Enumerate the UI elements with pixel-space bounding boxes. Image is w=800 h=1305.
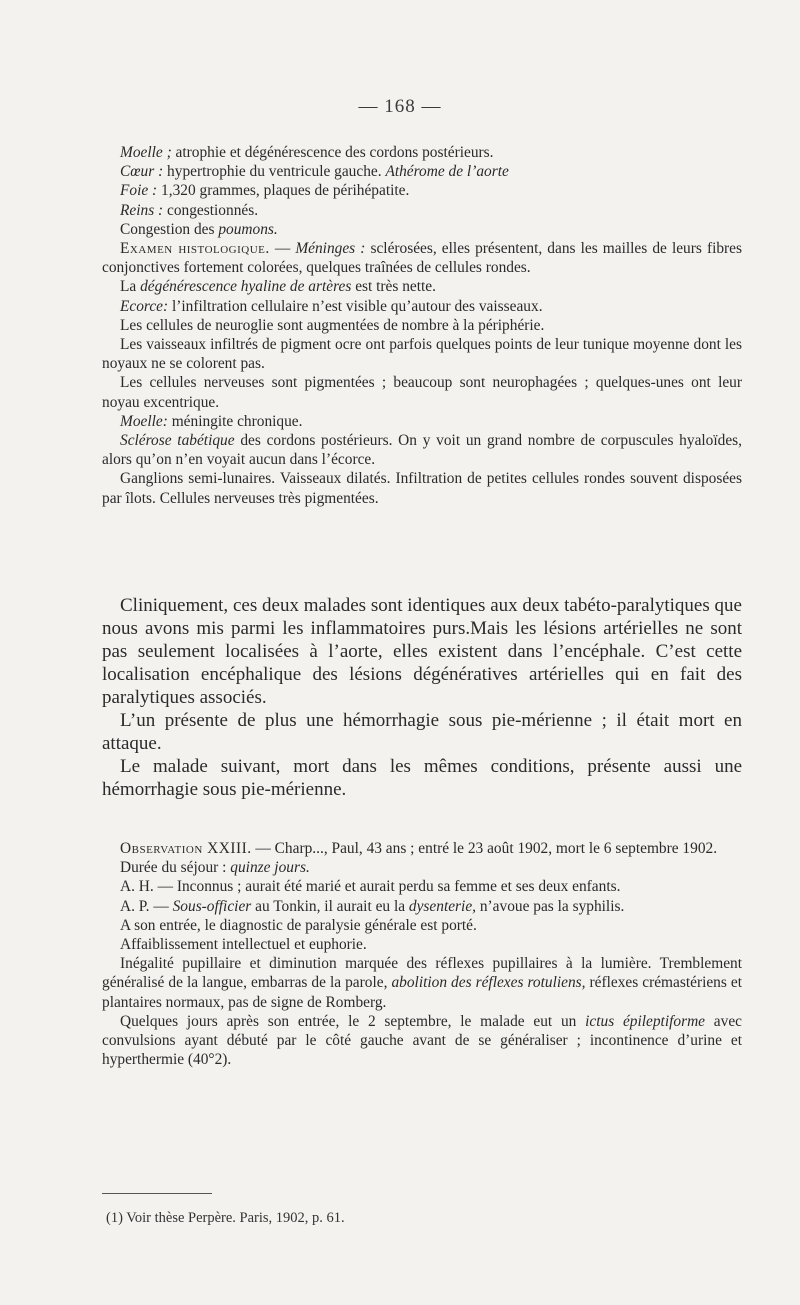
italic-text: quinze jours. (230, 859, 310, 877)
paragraph (102, 297, 742, 316)
paragraph (102, 877, 742, 896)
text-run: Durée du séjour : (120, 859, 231, 877)
footnote: (1) Voir thèse Perpère. Paris, 1902, p. 61. (106, 1210, 345, 1226)
text-run: Les cellules de neuroglie sont augmentées de nombre à la périphérie. (120, 316, 545, 334)
text-run: 1,320 grammes, plaques de périhépatite. (157, 182, 410, 200)
italic-text: Moelle: (120, 412, 168, 430)
paragraph (102, 220, 742, 239)
paragraph (102, 935, 742, 954)
text-run: atrophie et dégénérescence des cordons postérieurs. (171, 144, 494, 161)
text-run: — Charp..., Paul, 43 ans ; entré le 23 août 1902, mort le 6 septembre 1902. (251, 840, 718, 857)
text-run: au Tonkin, il aurait eu la (251, 897, 409, 915)
paragraph (102, 277, 742, 296)
paragraph (102, 755, 742, 801)
italic-text: Ecorce: (120, 297, 169, 315)
text-run: hypertrophie du ventricule gauche. (163, 163, 386, 181)
paragraph (102, 335, 742, 373)
text-run: L’un présente de plus une hémorrhagie sous pie-mérienne ; il était mort en attaque. (102, 710, 742, 754)
paragraph (102, 316, 742, 335)
paragraph (102, 181, 742, 200)
paragraph (102, 839, 742, 858)
observation-xxiii-section (102, 839, 742, 1069)
paragraph (102, 858, 742, 877)
text-run: A son entrée, le diagnostic de paralysie générale est porté. (120, 916, 477, 934)
italic-text: Foie : (120, 182, 158, 200)
text-run: Cliniquement, ces deux malades sont identiques aux deux tabéto-paralytiques que nous avons mis parmi les inflammatoires purs.Mais les lésions artérielles ne sont pas seulement localisées à l’aorte, elles existent dans l’encéphale. C’est cette localisation encéphalique des lésions dégénératives artérielles qui en fait des paralytiques associés. (102, 595, 742, 708)
italic-text: poumons. (218, 220, 278, 238)
paragraph (102, 412, 742, 431)
text-run: est très nette. (351, 278, 436, 296)
text-run: congestionnés. (163, 201, 259, 219)
paragraph (102, 162, 742, 181)
text-run: Le malade suivant, mort dans les mêmes conditions, présente aussi une hémorrhagie sous pie-mérienne. (102, 756, 742, 800)
paragraph (102, 469, 742, 507)
paragraph (102, 594, 742, 709)
text-run: sclérosées, elles présentent, dans les mailles de leurs fibres conjonctives fortement colorées, quelques traînées de cellules rondes. (102, 240, 742, 277)
text-run: avec convulsions ayant débuté par le côté gauche avant de se généraliser ; incontinence d’urine et hyperthermie (40°2). (102, 1012, 742, 1069)
text-run: n’avoue pas la syphilis. (476, 897, 625, 915)
text-run: Quelques jours après son entrée, le 2 septembre, le malade eut un (120, 1012, 586, 1030)
text-run: La (120, 278, 141, 296)
paragraph (102, 201, 742, 220)
page-number: — 168 — (358, 96, 442, 117)
text-run: Les vaisseaux infiltrés de pigment ocre ont parfois quelques points de leur tunique moyenne dont les noyaux ne se colorent pas. (102, 336, 742, 373)
italic-text: Méninges : (295, 240, 366, 258)
paragraph (102, 709, 742, 755)
text-run: l’infiltration cellulaire n’est visible qu’autour des vaisseaux. (168, 297, 543, 315)
paragraph (102, 916, 742, 935)
italic-text: dysenterie, (408, 897, 476, 915)
italic-text: dégénérescence hyaline de artères (140, 278, 352, 296)
text-run: A. H. — Inconnus ; aurait été marié et aurait perdu sa femme et ses deux enfants. (120, 878, 621, 896)
text-run: Congestion des (120, 220, 219, 238)
small-caps-heading: Observation XXIII. (120, 840, 252, 857)
autopsy-findings-section (102, 143, 742, 508)
text-run: méningite chronique. (167, 412, 303, 430)
small-caps-heading: Examen histologique. (120, 240, 270, 258)
text-run: des cordons postérieurs. On y voit un grand nombre de corpuscules hyaloïdes, alors qu’on n’en voyait aucun dans l’écorce. (102, 432, 743, 469)
paragraph (102, 954, 742, 1012)
italic-text: Moelle ; (120, 144, 172, 161)
clinical-commentary-section (102, 594, 742, 801)
italic-text: Reins : (120, 201, 164, 219)
italic-text: Cœur : (120, 163, 164, 181)
paragraph (102, 1012, 742, 1070)
text-run: Inégalité pupillaire et diminution marquée des réflexes pupillaires à la lumière. Tremblement généralisé de la langue, embarras de la parole, (102, 955, 742, 992)
italic-text: ictus épileptiforme (585, 1012, 706, 1030)
text-run: Ganglions semi-lunaires. Vaisseaux dilatés. Infiltration de petites cellules rondes souvent disposées par îlots. Cellules nerveuses très pigmentées. (102, 470, 742, 507)
paragraph (102, 431, 742, 469)
italic-text: Sous-officier (172, 897, 252, 915)
italic-text: Athérome de l’aorte (385, 163, 509, 181)
paragraph (102, 239, 742, 277)
text-run: — (269, 240, 296, 258)
footnote-divider (102, 1193, 212, 1194)
text-run: réflexes crémastériens et plantaires normaux, pas de signe de Romberg. (102, 974, 742, 1011)
paragraph (102, 897, 742, 916)
text-run: Affaiblissement intellectuel et euphorie. (120, 936, 367, 954)
text-run: Les cellules nerveuses sont pigmentées ; beaucoup sont neurophagées ; quelques-unes ont leur noyau excentrique. (102, 374, 742, 411)
italic-text: Sclérose tabétique (120, 432, 235, 450)
paragraph (102, 143, 742, 162)
text-run: A. P. — (120, 897, 173, 915)
italic-text: abolition des réflexes rotuliens, (391, 974, 586, 992)
paragraph (102, 373, 742, 411)
